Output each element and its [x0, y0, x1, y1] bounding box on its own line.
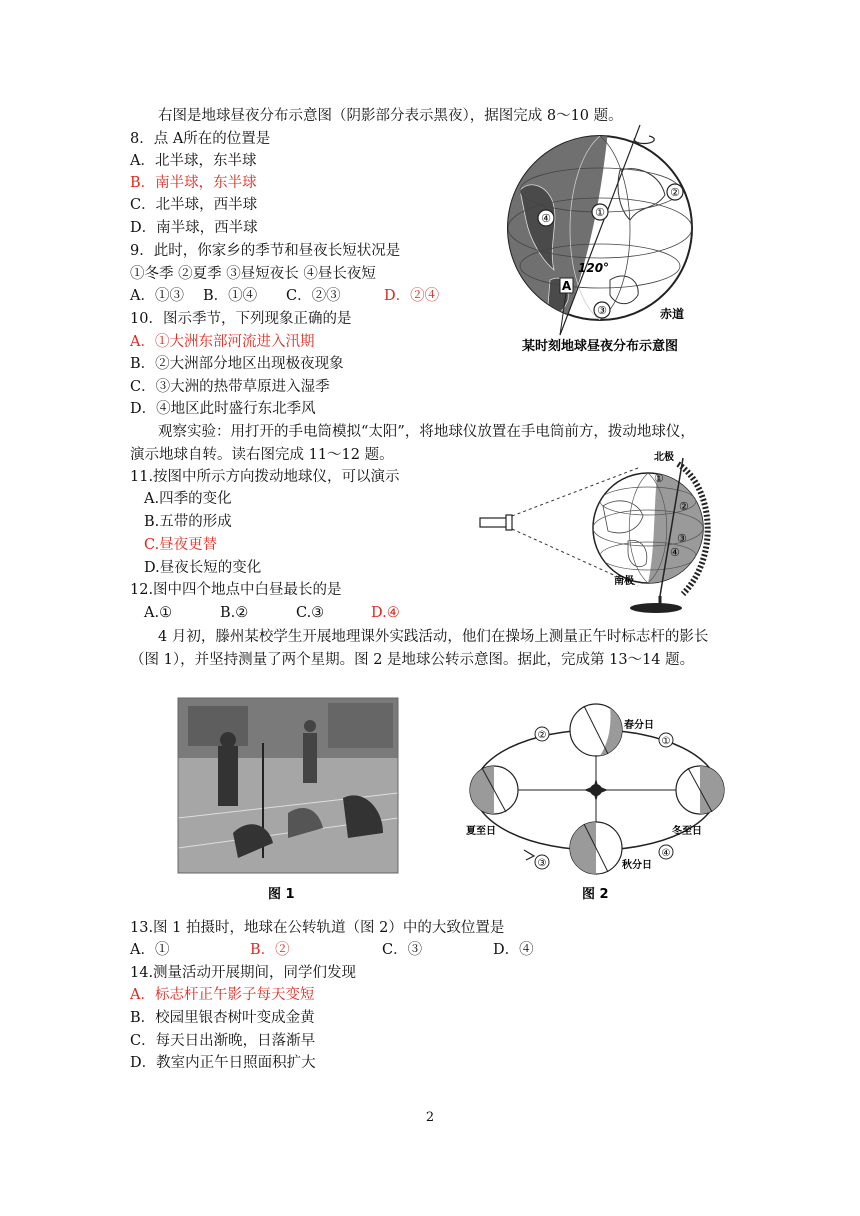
q12-option-b: B.② — [220, 605, 249, 621]
globe-marker-2: ② — [670, 186, 680, 199]
q9-option-a: A．①③ — [130, 288, 184, 304]
q9-option-c: C．②③ — [286, 288, 341, 304]
angle-label: 120° — [578, 261, 610, 275]
q14-stem: 14.测量活动开展期间，同学们发现 — [130, 965, 357, 981]
north-pole-label: 北极 — [654, 452, 674, 463]
q10-option-a: A．①大洲东部河流进入汛期 — [130, 334, 315, 350]
q11-option-b: B.五带的形成 — [144, 514, 232, 530]
q12-option-c: C.③ — [296, 605, 325, 621]
q13-option-d: D．④ — [493, 942, 534, 958]
equator-label: 赤道 — [660, 307, 685, 321]
q14-option-a: A．标志杆正午影子每天变短 — [130, 987, 315, 1003]
q9-option-d: D．②④ — [384, 288, 440, 304]
q13-stem: 13.图 1 拍摄时，地球在公转轨道（图 2）中的大致位置是 — [130, 920, 505, 936]
q10-option-c: C．③大洲的热带草原进入湿季 — [130, 379, 330, 395]
q10-option-d: D．④地区此时盛行东北季风 — [130, 401, 316, 417]
globe-marker-1: ① — [595, 206, 605, 219]
q13-option-a: A．① — [130, 942, 170, 958]
intro-11-12-line1: 观察实验：用打开的手电筒模拟“太阳”，将地球仪放置在手电筒前方，拨动地球仪， — [158, 424, 695, 440]
q10-stem: 10．图示季节，下列现象正确的是 — [130, 311, 352, 327]
flashlight-marker-2: ② — [679, 500, 689, 513]
q13-option-b: B．② — [250, 942, 290, 958]
q13-option-c: C．③ — [382, 942, 423, 958]
globe-marker-3: ③ — [597, 304, 607, 317]
intro-8-10: 右图是地球昼夜分布示意图（阴影部分表示黑夜），据图完成 8～10 题。 — [158, 108, 623, 124]
q9-sub: ①冬季 ②夏季 ③昼短夜长 ④昼长夜短 — [130, 266, 376, 282]
q11-option-a: A.四季的变化 — [144, 491, 232, 507]
q8-option-a: A．北半球，东半球 — [130, 153, 257, 169]
point-a-label: A — [561, 279, 572, 293]
orbit-marker-2: ② — [537, 730, 547, 741]
orbit-caption: 图 2 — [582, 887, 609, 902]
flashlight-marker-1: ① — [654, 472, 664, 485]
summer-label: 夏至日 — [466, 826, 496, 837]
q14-option-c: C．每天日出渐晚，日落渐早 — [130, 1033, 316, 1049]
south-pole-label: 南极 — [614, 576, 634, 587]
day-night-globe-figure — [490, 130, 720, 360]
flashlight-marker-4: ④ — [670, 546, 680, 559]
orbit-marker-4: ④ — [661, 848, 671, 859]
q8-stem: 8．点 A所在的位置是 — [130, 131, 271, 147]
q11-stem: 11.按图中所示方向拨动地球仪，可以演示 — [130, 469, 400, 485]
q9-option-b: B．①④ — [203, 288, 258, 304]
intro-13-14-line1: 4 月初，滕州某校学生开展地理课外实践活动，他们在操场上测量正午时标志杆的影长 — [158, 629, 709, 645]
q8-option-d: D．南半球，西半球 — [130, 220, 258, 236]
q14-option-d: D．教室内正午日照面积扩大 — [130, 1055, 316, 1071]
q9-stem: 9．此时，你家乡的季节和昼夜长短状况是 — [130, 243, 401, 259]
globe-caption: 某时刻地球昼夜分布示意图 — [521, 339, 679, 354]
flashlight-globe-figure — [478, 446, 728, 616]
field-photo-figure — [178, 698, 398, 908]
winter-label: 冬至日 — [672, 826, 702, 837]
q8-option-c: C．北半球，西半球 — [130, 197, 258, 213]
q12-stem: 12.图中四个地点中白昼最长的是 — [130, 582, 342, 598]
page-number: 2 — [425, 1110, 435, 1125]
q11-option-d: D.昼夜长短的变化 — [144, 560, 262, 576]
photo-caption: 图 1 — [268, 887, 295, 902]
q12-option-d: D.④ — [371, 605, 400, 621]
intro-11-12-line2: 演示地球自转。读右图完成 11～12 题。 — [130, 447, 394, 463]
orbit-marker-1: ① — [661, 736, 671, 747]
q11-option-c: C.昼夜更替 — [144, 537, 218, 553]
flashlight-marker-3: ③ — [677, 532, 687, 545]
intro-13-14-line2: （图 1），并坚持测量了两个星期。图 2 是地球公转示意图。据此，完成第 13～14 题。 — [130, 652, 695, 668]
q8-option-b: B．南半球，东半球 — [130, 175, 257, 191]
q14-option-b: B．校园里银杏树叶变成金黄 — [130, 1010, 315, 1026]
orbit-marker-3: ③ — [537, 858, 547, 869]
vernal-label: 春分日 — [624, 720, 654, 731]
globe-marker-4: ④ — [541, 212, 551, 225]
orbit-figure — [462, 698, 730, 910]
autumn-label: 秋分日 — [622, 860, 652, 871]
q12-option-a: A.① — [144, 605, 173, 621]
q10-option-b: B．②大洲部分地区出现极夜现象 — [130, 356, 344, 372]
